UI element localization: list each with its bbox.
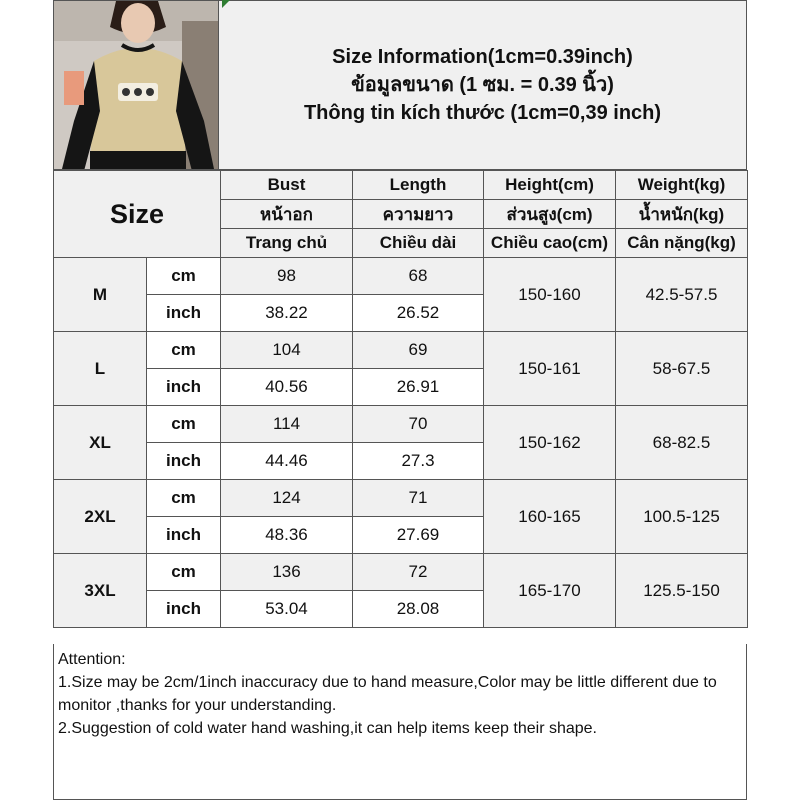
height-value: 150-160 xyxy=(484,258,616,332)
length-cm-value: 71 xyxy=(353,480,484,517)
header-title-thai: ข้อมูลขนาด (1 ซม. = 0.39 นิ้ว) xyxy=(351,74,614,96)
size-label: XL xyxy=(54,406,147,480)
weight-value: 125.5-150 xyxy=(616,554,748,628)
table-row xyxy=(54,406,748,443)
length-inch-value: 26.52 xyxy=(353,295,484,332)
bust-cm-value: 104 xyxy=(221,332,353,369)
header-title-vietnamese: Thông tin kích thước (1cm=0,39 inch) xyxy=(303,102,662,124)
table-row xyxy=(54,480,748,517)
bust-cm-value: 124 xyxy=(221,480,353,517)
column-header-bust-thai: หน้าอก xyxy=(221,200,353,229)
size-table xyxy=(53,170,748,628)
column-header-weight-vietnamese: Cân nặng(kg) xyxy=(616,229,748,258)
size-chart xyxy=(53,0,747,800)
weight-value: 68-82.5 xyxy=(616,406,748,480)
column-header-bust: Bust xyxy=(221,171,353,200)
table-row xyxy=(54,258,748,295)
note-item-1: 1.Size may be 2cm/1inch inaccuracy due to hand measure,Color may be little different due to monitor ,thanks for your understanding. xyxy=(58,674,717,714)
unit-cm: cm xyxy=(147,406,221,443)
corner-triangle-mark xyxy=(222,0,230,8)
size-label: 2XL xyxy=(54,480,147,554)
unit-inch: inch xyxy=(147,443,221,480)
bust-inch-value: 38.22 xyxy=(221,295,353,332)
notes-title: Attention: xyxy=(58,651,126,668)
weight-value: 100.5-125 xyxy=(616,480,748,554)
length-cm-value: 72 xyxy=(353,554,484,591)
column-header-height-vietnamese: Chiều cao(cm) xyxy=(484,229,616,258)
weight-value: 42.5-57.5 xyxy=(616,258,748,332)
note-item-2: 2.Suggestion of cold water hand washing,it can help items keep their shape. xyxy=(58,720,597,737)
column-header-length: Length xyxy=(353,171,484,200)
length-inch-value: 27.69 xyxy=(353,517,484,554)
unit-inch: inch xyxy=(147,295,221,332)
unit-inch: inch xyxy=(147,517,221,554)
product-photo-illustration xyxy=(54,1,219,170)
bust-inch-value: 40.56 xyxy=(221,369,353,406)
size-column-title: Size xyxy=(54,171,221,258)
length-cm-value: 70 xyxy=(353,406,484,443)
height-value: 160-165 xyxy=(484,480,616,554)
bust-inch-value: 48.36 xyxy=(221,517,353,554)
column-header-length-thai: ความยาว xyxy=(353,200,484,229)
height-value: 165-170 xyxy=(484,554,616,628)
column-header-height-thai: ส่วนสูง(cm) xyxy=(484,200,616,229)
header-title-english: Size Information(1cm=0.39inch) xyxy=(332,46,633,68)
height-value: 150-161 xyxy=(484,332,616,406)
unit-cm: cm xyxy=(147,554,221,591)
attention-notes xyxy=(53,644,747,800)
length-inch-value: 26.91 xyxy=(353,369,484,406)
bust-cm-value: 136 xyxy=(221,554,353,591)
bust-cm-value: 98 xyxy=(221,258,353,295)
bust-inch-value: 53.04 xyxy=(221,591,353,628)
column-header-weight: Weight(kg) xyxy=(616,171,748,200)
bust-inch-value: 44.46 xyxy=(221,443,353,480)
column-header-weight-thai: น้ำหนัก(kg) xyxy=(616,200,748,229)
unit-inch: inch xyxy=(147,369,221,406)
column-header-height: Height(cm) xyxy=(484,171,616,200)
table-header-row-english xyxy=(54,171,748,200)
size-information-header xyxy=(219,0,747,170)
length-cm-value: 69 xyxy=(353,332,484,369)
unit-inch: inch xyxy=(147,591,221,628)
weight-value: 58-67.5 xyxy=(616,332,748,406)
unit-cm: cm xyxy=(147,258,221,295)
height-value: 150-162 xyxy=(484,406,616,480)
length-inch-value: 27.3 xyxy=(353,443,484,480)
length-cm-value: 68 xyxy=(353,258,484,295)
size-label: 3XL xyxy=(54,554,147,628)
column-header-bust-vietnamese: Trang chủ xyxy=(221,229,353,258)
size-label: L xyxy=(54,332,147,406)
table-row xyxy=(54,554,748,591)
unit-cm: cm xyxy=(147,332,221,369)
column-header-length-vietnamese: Chiều dài xyxy=(353,229,484,258)
table-row xyxy=(54,332,748,369)
size-label: M xyxy=(54,258,147,332)
unit-cm: cm xyxy=(147,480,221,517)
product-photo xyxy=(53,0,219,170)
length-inch-value: 28.08 xyxy=(353,591,484,628)
bust-cm-value: 114 xyxy=(221,406,353,443)
